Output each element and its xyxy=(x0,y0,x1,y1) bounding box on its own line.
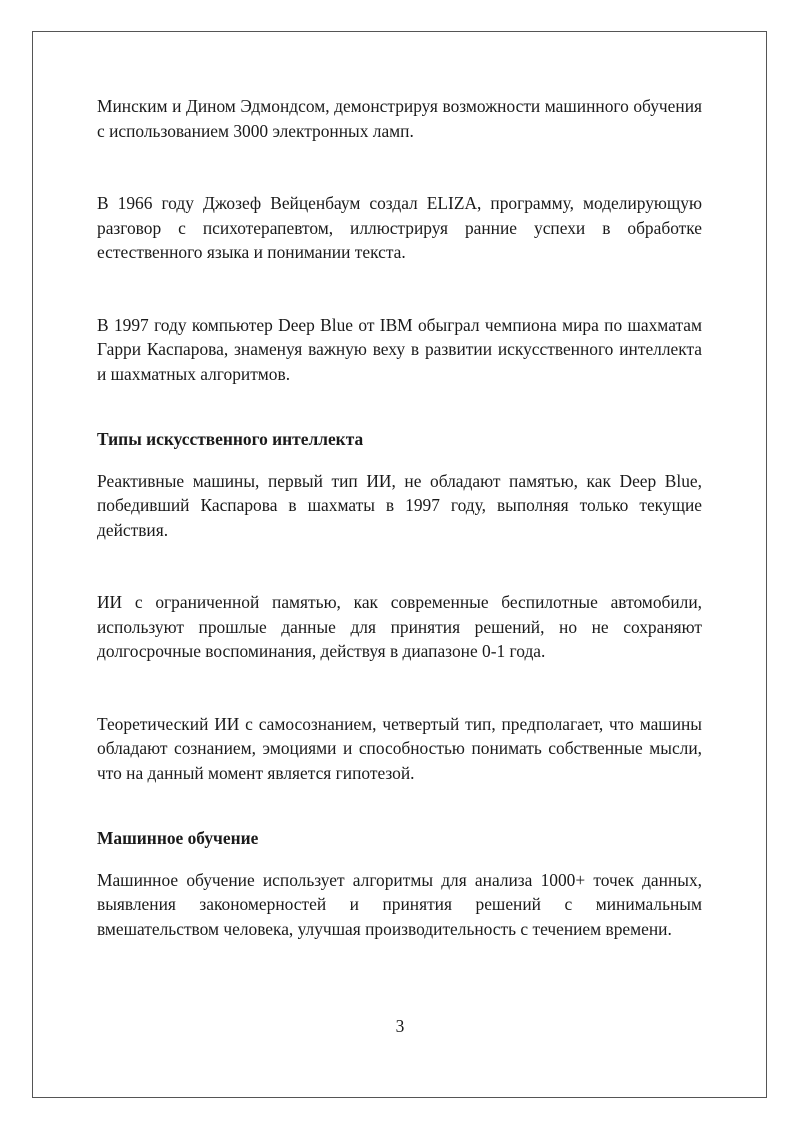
page-content xyxy=(97,94,702,941)
page-number: 3 xyxy=(395,1016,405,1036)
paragraph-history-eliza: В 1966 году Джозеф Вейценбаум создал ELIZA, программу, моделирующую разговор с психотерапевтом, иллюстрируя ранние успехи в обработке естественного языка и понимании текста. xyxy=(97,193,702,262)
section-heading-machine-learning: Машинное обучение xyxy=(97,828,259,848)
section-heading-ai-types: Типы искусственного интеллекта xyxy=(97,429,364,449)
paragraph-limited-memory: ИИ с ограниченной памятью, как современные беспилотные автомобили, используют прошлые данные для принятия решений, но не сохраняют долгосрочные воспоминания, действуя в диапазоне 0-1 года. xyxy=(97,592,702,661)
paragraph-machine-learning: Машинное обучение использует алгоритмы для анализа 1000+ точек данных, выявления закономерностей и принятия решений с минимальным вмешательством человека, улучшая производительность с течением времени. xyxy=(97,869,702,939)
paragraph-history-deep-blue: В 1997 году компьютер Deep Blue от IBM обыграл чемпиона мира по шахматам Гарри Каспарова, знаменуя важную веху в развитии искусственного интеллекта и шахматных алгоритмов. xyxy=(97,314,702,384)
paragraph-self-aware-ai: Теоретический ИИ с самосознанием, четвертый тип, предполагает, что машины обладают сознанием, эмоциями и способностью понимать собственные мысли, что на данный момент является гипотезой. xyxy=(97,713,702,783)
paragraph-history-snarc: Минским и Дином Эдмондсом, демонстрируя возможности машинного обучения с использованием 3000 электронных ламп. xyxy=(97,96,702,141)
paragraph-reactive-machines: Реактивные машины, первый тип ИИ, не обладают памятью, как Deep Blue, победивший Каспарова в шахматы в 1997 году, выполняя только текущие действия. xyxy=(97,470,702,540)
